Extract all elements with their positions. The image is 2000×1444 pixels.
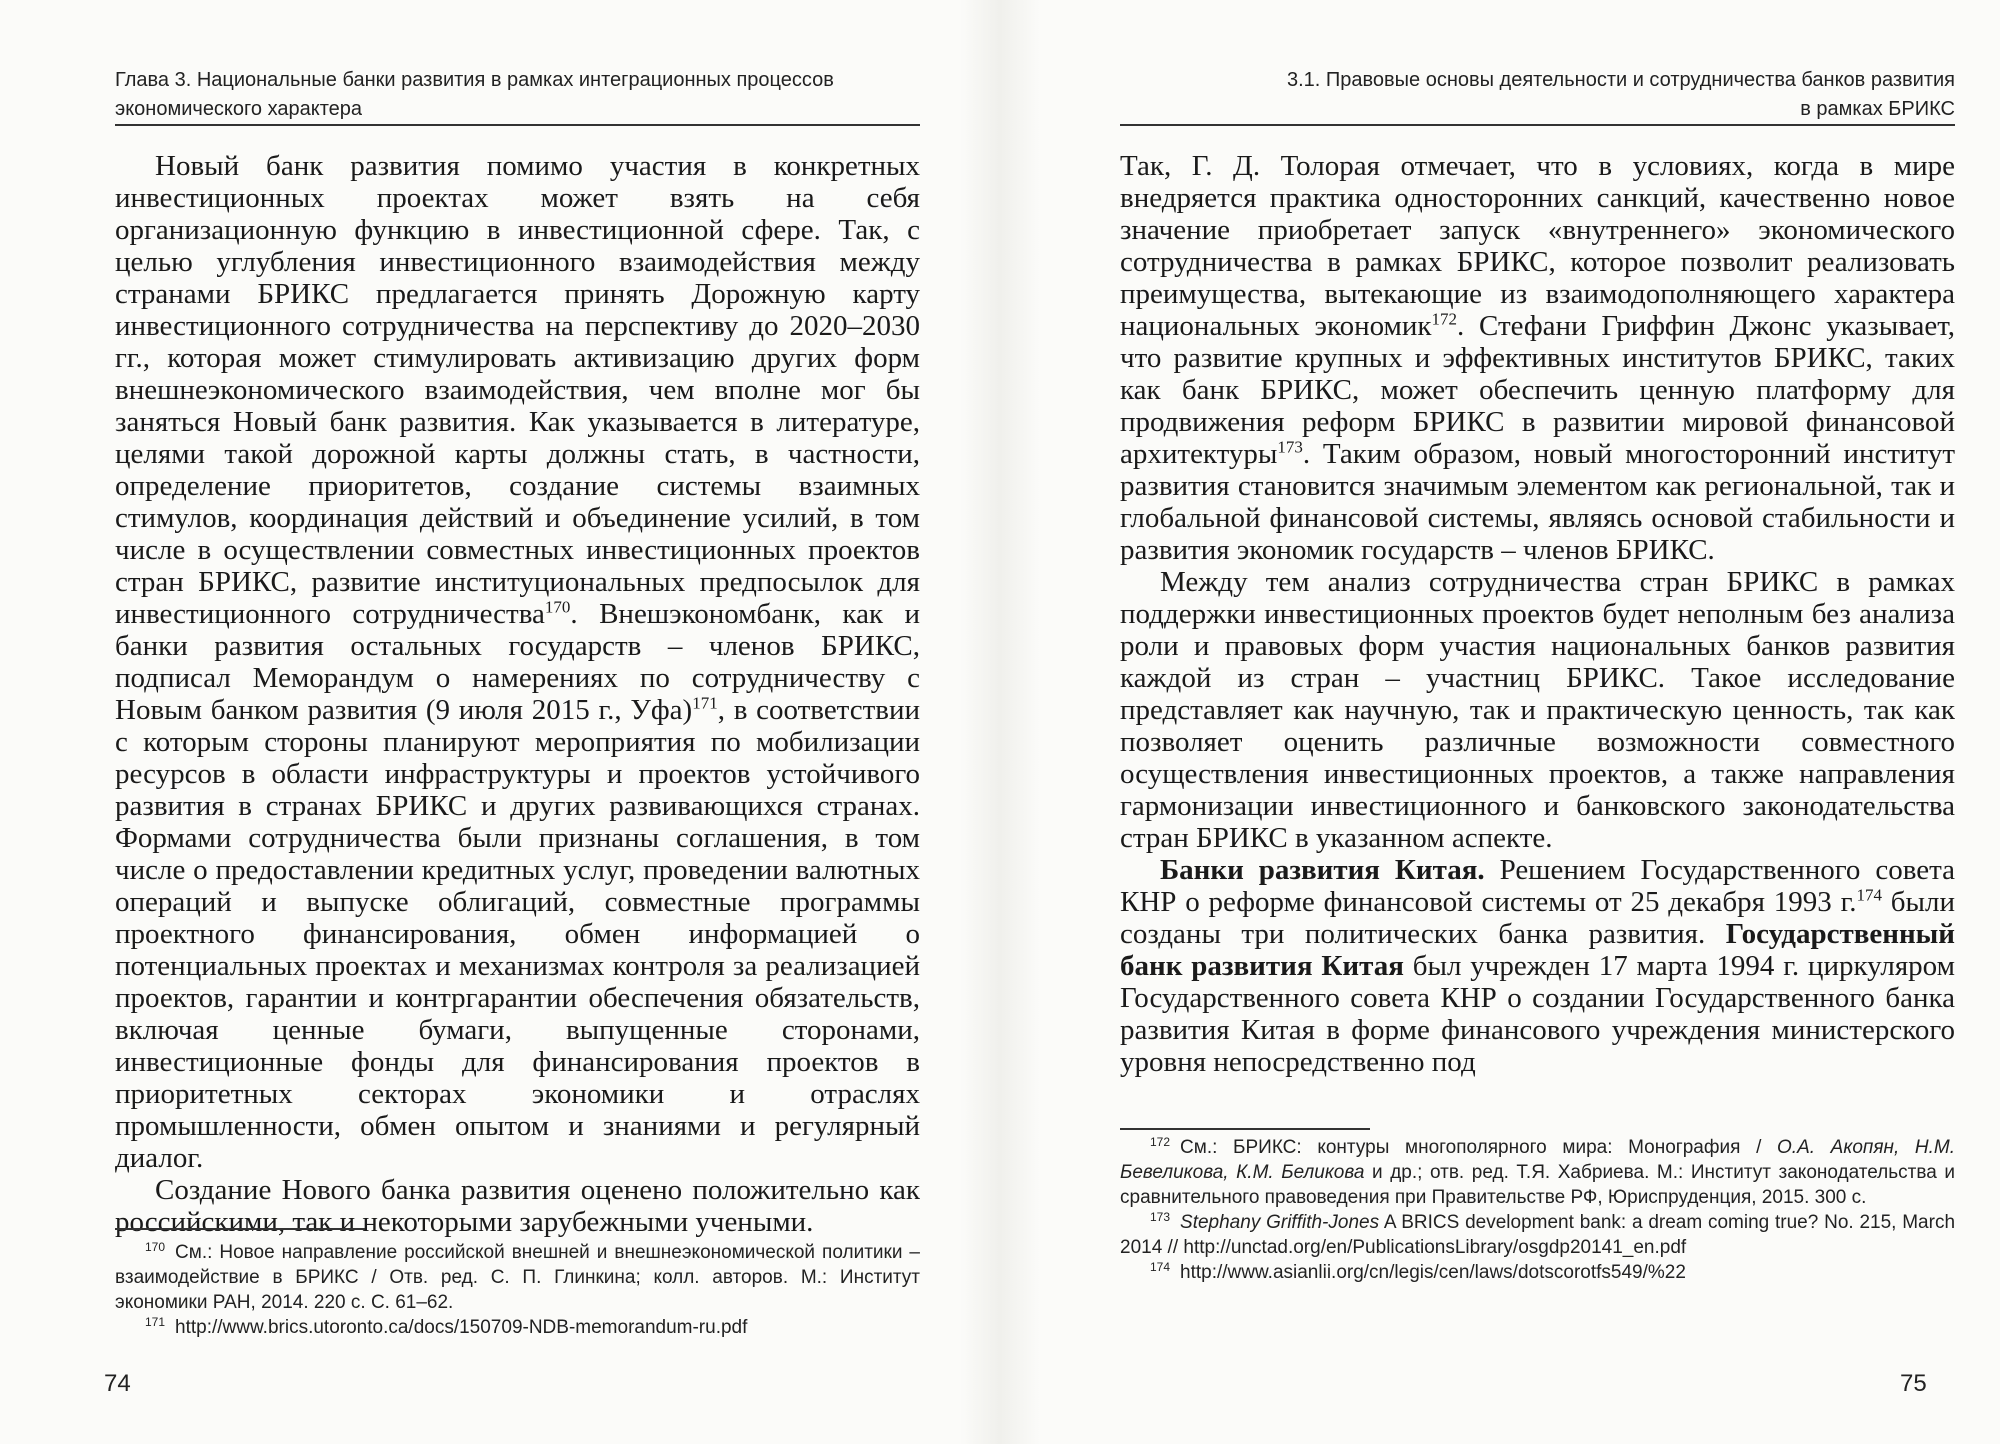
running-head-line: в рамках БРИКС xyxy=(1800,98,1955,120)
left-page xyxy=(0,0,960,1444)
paragraph-text: Решением Государственного совета КНР о реформе финансовой системы от 25 декабря 1993 г. xyxy=(1120,854,1955,918)
footnote xyxy=(115,1240,920,1315)
page-number: 74 xyxy=(104,1370,131,1397)
footnote-number: 170 xyxy=(145,1239,166,1254)
paragraph xyxy=(1120,854,1955,1078)
footnote-divider xyxy=(115,1228,365,1230)
running-head-left xyxy=(115,66,920,126)
footnote-authors: Stephany Griffith-Jones xyxy=(1180,1212,1380,1233)
bold-term: Государственный банк развития Китая xyxy=(1120,918,1955,982)
right-page xyxy=(1040,0,2000,1444)
footnotes-left xyxy=(115,1240,920,1340)
footnote-link: http://www.brics.utoronto.ca/docs/150709-NDB-memorandum-ru.pdf xyxy=(175,1317,748,1338)
footnote-number: 174 xyxy=(1150,1259,1171,1274)
paragraph-text: были созданы три политических банка развития. xyxy=(1120,886,1956,950)
footnote xyxy=(1120,1260,1955,1285)
body-text-right xyxy=(1120,150,1955,1078)
paragraph xyxy=(1120,150,1955,566)
body-text-left xyxy=(115,150,920,1238)
book-spine-shadow xyxy=(960,0,1040,1444)
paragraph-text: . Внешэкономбанк, как и банки развития остальных государств – членов БРИКС, подписал Меморандум о намерениях по сотрудничеству с Новым банком развития (9 июля 2015 г., Уфа) xyxy=(115,598,920,726)
footnote-ref: 171 xyxy=(692,693,718,713)
footnote-text: См.: Новое направление российской внешней и внешнеэкономической политики – взаимодействие в БРИКС / Отв. ред. С. П. Глинкина; колл. авторов. М.: Институт экономики РАН, 2014. 220 с. С. 61–62. xyxy=(115,1242,920,1313)
footnote xyxy=(115,1315,920,1340)
paragraph xyxy=(115,150,920,1174)
footnote-divider xyxy=(1120,1128,1370,1130)
paragraph-text: . Стефани Гриффин Джонс указывает, что развитие крупных и эффективных институтов БРИКС, таких как банк БРИКС, может обеспечить ценную платформу для продвижения реформ БРИКС в развитии мировой финансовой архитектуры xyxy=(1120,310,1955,470)
paragraph: Создание Нового банка развития оценено положительно как российскими, так и некоторыми зарубежными учеными. xyxy=(115,1174,920,1238)
paragraph-text: Новый банк развития помимо участия в конкретных инвестиционных проектах может взять на себя организационную функцию в инвестиционной сфере. Так, с целью углубления инвестиционного взаимодействия между странами БРИКС предлагается принять Дорожную карту инвестиционного сотрудничества на перспективу до 2020–2030 гг., которая может стимулировать активизацию других форм внешнеэкономического взаимодействия, чем вполне мог бы заняться Новый банк развития. Как указывается в литературе, целями такой дорожной карты должны стать, в частности, определение приоритетов, создание системы взаимных стимулов, координация действий и объединение усилий, в том числе в осуществлении совместных инвестиционных проектов стран БРИКС, развитие институциональных предпосылок для инвестиционного сотрудничества xyxy=(115,150,920,630)
running-head-line: 3.1. Правовые основы деятельности и сотрудничества банков развития xyxy=(1286,69,1955,91)
footnotes-right xyxy=(1120,1135,1955,1285)
footnote-text: и др.; отв. ред. Т.Я. Хабриева. М.: Институт законодательства и сравнительного правоведения при Правительстве РФ, Юриспруденция, 2015. 300 с. xyxy=(1120,1162,1955,1208)
footnote xyxy=(1120,1210,1955,1260)
paragraph-text: , в соответствии с которым стороны планируют мероприятия по мобилизации ресурсов в области инфраструктуры и проектов устойчивого развития в странах БРИКС и других развивающихся странах. Формами сотрудничества были признаны соглашения, в том числе о предоставлении кредитных услуг, проведении валютных операций и выпуске облигаций, совместные программы проектного финансирования, обмен информацией о потенциальных проектах и механизмах контроля за реализацией проектов, гарантии и контргарантии обеспечения обязательств, включая ценные бумаги, выпущенные сторонами, инвестиционные фонды для финансирования проектов в приоритетных секторах экономики и отраслях промышленности, обмен опытом и знаниями и регулярный диалог. xyxy=(115,694,920,1174)
paragraph-text: Так, Г. Д. Толорая отмечает, что в условиях, когда в мире внедряется практика односторонних санкций, качественно новое значение приобретает запуск «внутреннего» экономического сотрудничества в рамках БРИКС, которое позволит реализовать преимущества, вытекающие из взаимодополняющего характера национальных экономик xyxy=(1120,150,1955,342)
footnote-ref: 170 xyxy=(544,597,571,617)
footnote-ref: 173 xyxy=(1277,437,1303,457)
footnote-text: См.: БРИКС: контуры многополярного мира: Монография / xyxy=(1180,1137,1778,1158)
running-head-line: экономического характера xyxy=(115,98,362,120)
paragraph-text: . Таким образом, новый многосторонний институт развития становится значимым элементом как региональной, так и глобальной финансовой системы, являясь основой стабильности и развития экономик государств – членов БРИКС. xyxy=(1120,438,1955,566)
footnote-authors: О.А. Акопян, Н.М. Бевеликова, К.М. Беликова xyxy=(1120,1137,1955,1183)
footnote-ref: 172 xyxy=(1431,309,1458,329)
paragraph-text: был учрежден 17 марта 1994 г. циркуляром Государственного совета КНР о создании Государственного банка развития Китая в форме финансового учреждения министерского уровня непосредственно под xyxy=(1120,950,1955,1078)
footnote-ref: 174 xyxy=(1856,885,1882,905)
footnote-number: 172 xyxy=(1150,1134,1171,1149)
running-head-right xyxy=(1120,66,1955,126)
footnote-link: http://www.asianlii.org/cn/legis/cen/laws/dotscorotfs549/%22 xyxy=(1180,1262,1686,1283)
running-head-line: Глава 3. Национальные банки развития в рамках интеграционных процессов xyxy=(115,69,834,91)
footnote-number: 173 xyxy=(1150,1209,1171,1224)
page-number: 75 xyxy=(1900,1370,1927,1397)
paragraph: Между тем анализ сотрудничества стран БРИКС в рамках поддержки инвестиционных проектов будет неполным без анализа роли и правовых форм участия национальных банков развития каждой из стран – участниц БРИКС. Такое исследование представляет как научную, так и практическую ценность, так как позволяет оценить различные возможности совместного осуществления инвестиционных проектов, а также направления гармонизации инвестиционного и банковского законодательства стран БРИКС в указанном аспекте. xyxy=(1120,566,1955,854)
footnote xyxy=(1120,1135,1955,1210)
footnote-number: 171 xyxy=(145,1314,166,1329)
footnote-text: A BRICS development bank: a dream coming true? No. 215, March 2014 // http://unctad.org/en/PublicationsLibrary/osgdp20141_en.pdf xyxy=(1120,1212,1956,1258)
section-heading: Банки развития Китая. xyxy=(1160,854,1485,886)
